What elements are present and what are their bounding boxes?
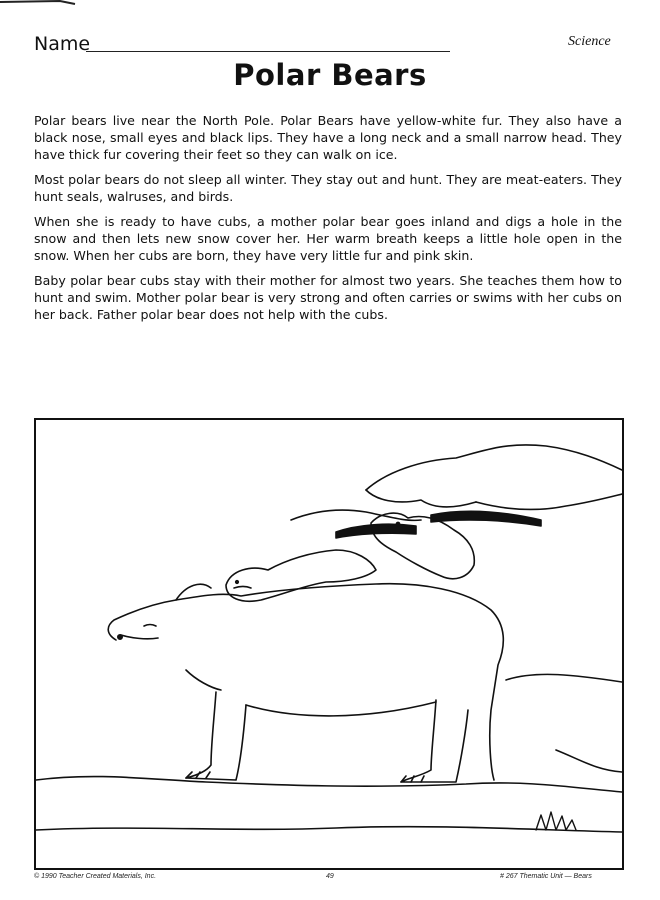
mother-bear-body xyxy=(108,584,503,780)
page-title: Polar Bears xyxy=(233,58,427,92)
paragraph-3: When she is ready to have cubs, a mother polar bear goes inland and digs a hole in the snow and then lets new snow cover her. Her warm breath keeps a little hole open in the snow. When her cubs are born, they have very little fur and pink skin. xyxy=(34,214,622,263)
name-write-line[interactable] xyxy=(86,51,450,52)
rear-leg xyxy=(401,700,468,782)
polar-bear-illustration xyxy=(34,418,624,870)
cave-shadow xyxy=(336,524,416,538)
subject-label: Science xyxy=(568,34,611,49)
paragraph-1: Polar bears live near the North Pole. Polar Bears have yellow-white fur. They also have a black nose, small eyes and black lips. They have a long neck and a small narrow head. They have thick fur covering their feet so they can walk on ice. xyxy=(34,113,622,162)
name-field-row xyxy=(34,33,634,57)
article-body xyxy=(34,112,622,331)
front-leg xyxy=(186,692,246,780)
cub-on-top xyxy=(371,513,474,579)
name-label: Name xyxy=(34,33,91,55)
footer-unit: # 267 Thematic Unit — Bears xyxy=(500,873,592,880)
snow-overhang xyxy=(366,445,622,490)
mother-bear-neck xyxy=(186,670,221,690)
footer-copyright: © 1990 Teacher Created Materials, Inc. xyxy=(34,873,157,880)
paragraph-2: Most polar bears do not sleep all winter. They stay out and hunt. They are meat-eaters. They hunt seals, walruses, and birds. xyxy=(34,172,622,204)
snow-ground xyxy=(36,777,622,792)
paragraph-4: Baby polar bear cubs stay with their mother for almost two years. She teaches them how to hunt and swim. Mother polar bear is very strong and often carries or swims with her cubs on her back. Father polar bear does not help with the cubs. xyxy=(34,273,622,322)
polar-bears-drawing xyxy=(36,420,622,868)
grass-tuft xyxy=(536,812,576,830)
sleeping-cub xyxy=(226,550,376,601)
footer-page-number: 49 xyxy=(326,873,334,880)
top-edge-mark xyxy=(0,0,660,6)
